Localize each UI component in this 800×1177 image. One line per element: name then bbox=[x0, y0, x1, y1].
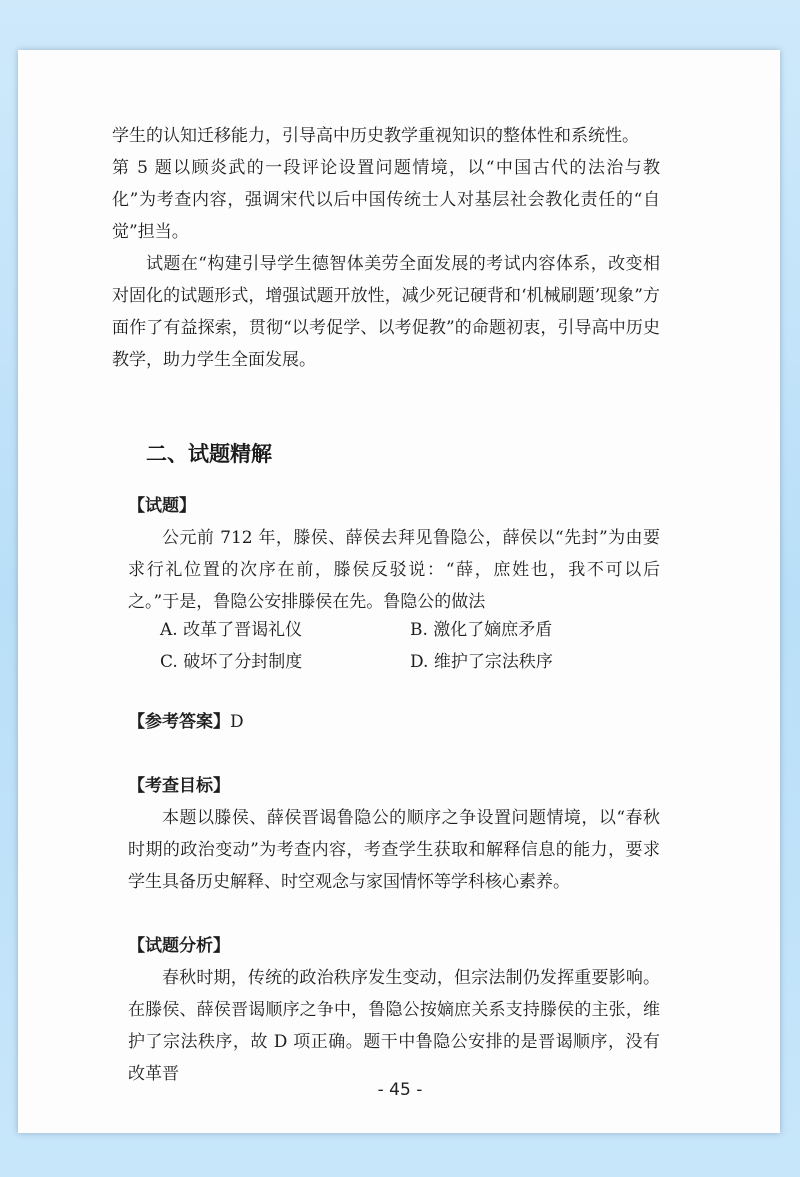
analysis-label: 【试题分析】 bbox=[128, 936, 230, 956]
question-text: 公元前 712 年，滕侯、薛侯去拜见鲁隐公，薛侯以“先封”为由要求行礼位置的次序在前，滕侯反驳说：“薛，庶姓也，我不可以后之。”于是，鲁隐公安排滕侯在先。鲁隐公的做法 bbox=[128, 528, 660, 612]
analysis-block bbox=[128, 930, 660, 1090]
intro-text bbox=[112, 120, 660, 376]
question-block bbox=[128, 490, 660, 618]
objective-block bbox=[128, 770, 660, 898]
question-label: 【试题】 bbox=[128, 496, 196, 516]
intro-paragraph-1: 学生的认知迁移能力，引导高中历史教学重视知识的整体性和系统性。 bbox=[112, 126, 639, 146]
answer-block bbox=[128, 706, 660, 738]
intro-paragraph-3: 试题在“构建引导学生德智体美劳全面发展的考试内容体系，改变相对固化的试题形式，增强试题开放性，减少死记硬背和‘机械刷题’现象”方面作了有益探索，贯彻“以考促学、以考促教”的命题初衷，引导高中历史教学，助力学生全面发展。 bbox=[112, 254, 660, 370]
option-c: C. 破坏了分封制度 bbox=[160, 652, 303, 672]
option-d: D. 维护了宗法秩序 bbox=[410, 652, 553, 672]
option-a: A. 改革了晋谒礼仪 bbox=[160, 620, 303, 640]
analysis-text: 春秋时期，传统的政治秩序发生变动，但宗法制仍发挥重要影响。在滕侯、薛侯晋谒顺序之争中，鲁隐公按嫡庶关系支持滕侯的主张，维护了宗法秩序，故 D 项正确。题干中鲁隐公安排的是晋谒顺序，没有改革晋 bbox=[128, 968, 660, 1084]
page-number: - 45 - bbox=[377, 1080, 423, 1100]
section-title: 二、试题精解 bbox=[146, 442, 272, 466]
answer-label: 【参考答案】 bbox=[128, 712, 230, 732]
objective-label: 【考查目标】 bbox=[128, 776, 230, 796]
options bbox=[160, 614, 660, 678]
answer-value: D bbox=[230, 712, 244, 732]
option-b: B. 激化了嫡庶矛盾 bbox=[410, 620, 553, 640]
objective-text: 本题以滕侯、薛侯晋谒鲁隐公的顺序之争设置问题情境，以“春秋时期的政治变动”为考查内容，考查学生获取和解释信息的能力，要求学生具备历史解释、时空观念与家国情怀等学科核心素养。 bbox=[128, 808, 660, 892]
intro-paragraph-2: 第 5 题以顾炎武的一段评论设置问题情境，以“中国古代的法治与教化”为考查内容，强调宋代以后中国传统士人对基层社会教化责任的“自觉”担当。 bbox=[112, 158, 660, 242]
